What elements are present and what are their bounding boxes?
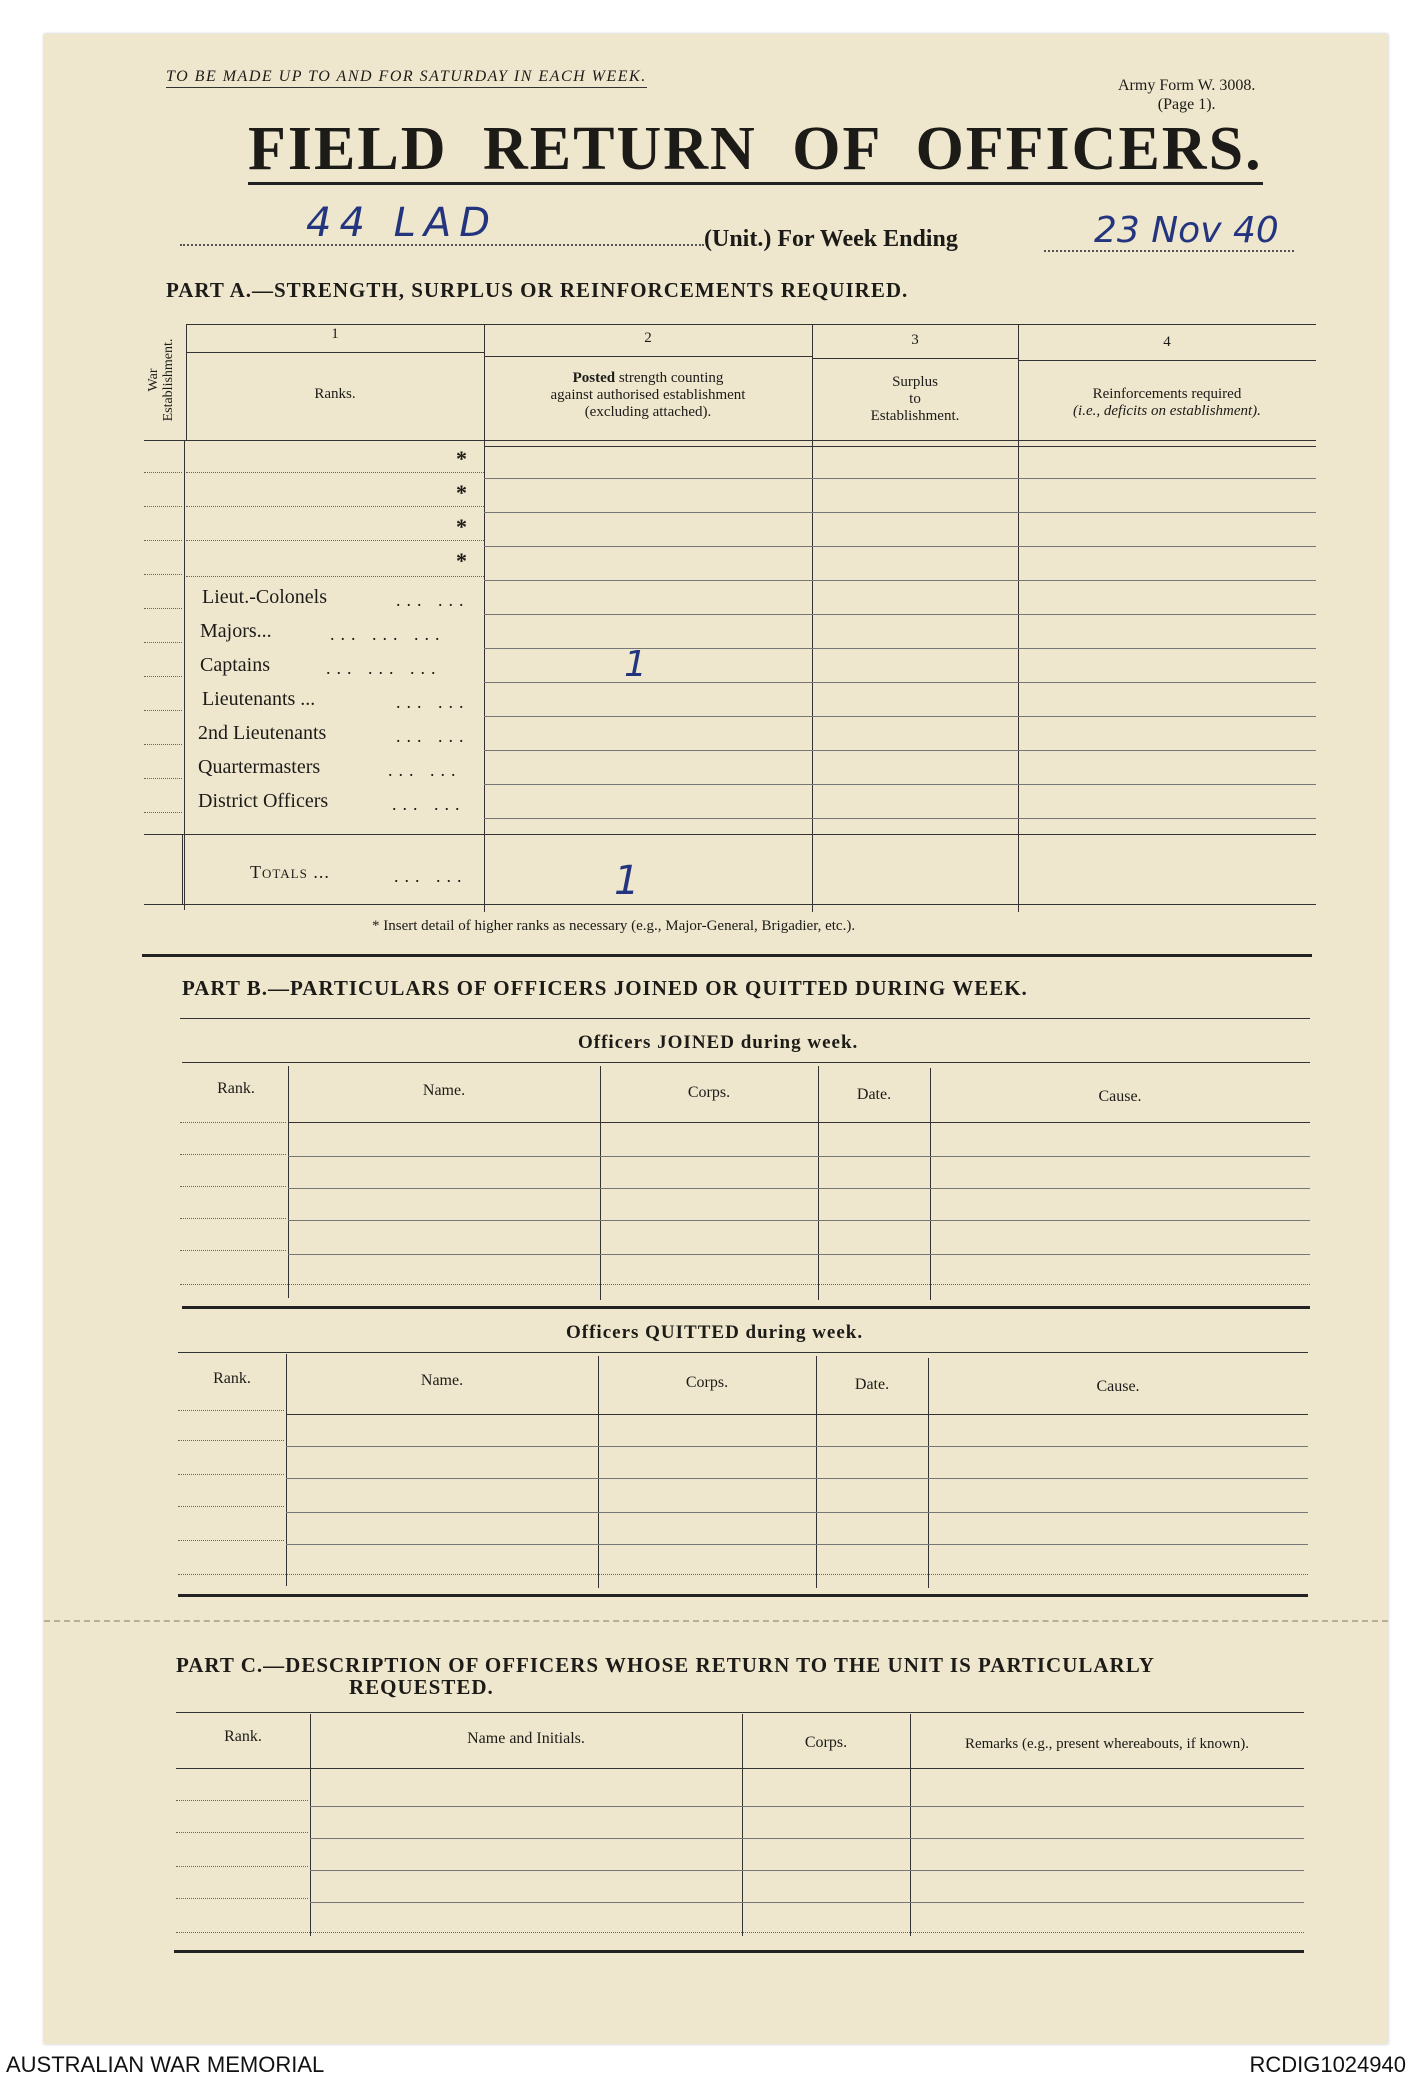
star-2: * [456, 480, 467, 505]
joined-col-cause: Cause. [1098, 1088, 1142, 1105]
rule [176, 1768, 1304, 1769]
rule [812, 358, 1018, 359]
col2-rest: strength counting [618, 370, 724, 386]
page-number-text: (Page 1). [1157, 96, 1216, 113]
quitted-col-corps: Corps. [685, 1374, 729, 1391]
rule [484, 478, 1316, 479]
rule [178, 1474, 284, 1475]
rule [178, 1574, 1308, 1575]
rule [144, 574, 182, 575]
rule [180, 1018, 1310, 1019]
rule [144, 472, 182, 473]
col-number-4: 4 [1163, 334, 1171, 350]
rank-lieut-colonels: Lieut.-Colonels [202, 586, 327, 608]
rule [176, 1932, 1304, 1933]
rank-lieutenants: Lieutenants ... [202, 688, 316, 710]
rule [180, 1284, 1310, 1285]
rule [144, 710, 182, 711]
part-a-footnote: * Insert detail of higher ranks as necessary (e.g., Major-General, Brigadier, etc.). [372, 918, 856, 934]
rule [1018, 360, 1316, 361]
rule [178, 1410, 284, 1411]
rule [178, 1594, 1308, 1597]
rule [484, 648, 1316, 649]
rule [484, 580, 1316, 581]
part-c-col-rank: Rank. [224, 1728, 262, 1745]
rule [484, 446, 1316, 447]
totals-label: Totals ... [250, 862, 330, 882]
col4-line1: Reinforcements required [1092, 386, 1242, 402]
totals-posted-value: 1 [614, 858, 640, 904]
rule [288, 1254, 1310, 1255]
leader-dots: ... ... [396, 726, 470, 746]
col-number-1: 1 [331, 326, 339, 342]
col2-bold: Posted [572, 370, 616, 386]
ranks-header: Ranks. [314, 386, 356, 402]
col-number-2: 2 [644, 330, 652, 346]
star-3: * [456, 514, 467, 539]
part-a-heading: PART A.—STRENGTH, SURPLUS OR REINFORCEMENTS REQUIRED. [166, 278, 909, 302]
captains-posted-value: 1 [624, 644, 647, 685]
rule [286, 1544, 1308, 1545]
rule [178, 1440, 284, 1441]
rule [178, 1540, 284, 1541]
leader-dots: ... ... ... [326, 658, 442, 678]
rule [182, 834, 183, 904]
rule [310, 1838, 1304, 1839]
part-a-end-rule [142, 954, 1312, 957]
rule [144, 744, 182, 745]
rule [186, 576, 484, 577]
rule [144, 778, 182, 779]
star-1: * [456, 446, 467, 471]
rule [310, 1902, 1304, 1903]
joined-col-corps: Corps. [687, 1084, 731, 1101]
part-c-col-corps: Corps. [804, 1734, 848, 1751]
rank-majors: Majors... [200, 620, 272, 642]
leader-dots: ... ... [396, 590, 470, 610]
rank-district-officers: District Officers [198, 790, 329, 812]
rule [288, 1188, 1310, 1189]
rule [310, 1806, 1304, 1807]
form-number [1118, 76, 1255, 114]
handwritten-unit: 44 LAD [306, 200, 499, 246]
part-c-col-remarks: Remarks (e.g., present whereabouts, if known). [964, 1736, 1250, 1752]
col3-line2: to [909, 391, 921, 407]
part-c-heading-line1: PART C.—DESCRIPTION OF OFFICERS WHOSE RETURN TO THE UNIT IS PARTICULARLY [176, 1653, 1155, 1677]
rule [484, 356, 812, 357]
joined-heading: Officers JOINED during week. [578, 1032, 859, 1053]
rule [144, 608, 182, 609]
rule [484, 682, 1316, 683]
col4-line2: (i.e., deficits on establishment). [1073, 403, 1261, 419]
rule [484, 512, 1316, 513]
rank-captains: Captains [200, 654, 270, 676]
rule [180, 1186, 286, 1187]
leader-dots: ... ... [394, 866, 468, 886]
rule [484, 614, 1316, 615]
rule [144, 812, 182, 813]
totals-bottom-rule [144, 904, 1316, 905]
rule [288, 1066, 289, 1298]
rule [484, 784, 1316, 785]
quitted-col-rank: Rank. [213, 1370, 251, 1387]
rule [178, 1352, 1308, 1353]
rule [288, 1156, 1310, 1157]
reinforcements-header [1018, 386, 1316, 420]
leader-dots: ... ... [388, 760, 462, 780]
col-number-3: 3 [911, 332, 919, 348]
rule [186, 352, 484, 353]
rule [174, 1950, 1304, 1953]
joined-col-rank: Rank. [217, 1080, 255, 1097]
rule [286, 1512, 1308, 1513]
joined-col-date: Date. [856, 1086, 892, 1103]
quitted-heading: Officers QUITTED during week. [566, 1322, 864, 1343]
leader-dots: ... ... [396, 692, 470, 712]
page-title: FIELD RETURN OF OFFICERS. [248, 115, 1263, 183]
rank-quartermasters: Quartermasters [198, 756, 321, 778]
rule [186, 472, 484, 473]
posted-strength-header [484, 370, 812, 421]
rule [176, 1832, 308, 1833]
rule [484, 546, 1316, 547]
rule [144, 642, 182, 643]
footer-left-credit: AUSTRALIAN WAR MEMORIAL [6, 2052, 325, 2077]
rule [286, 1478, 1308, 1479]
rule [180, 1250, 286, 1251]
totals-top-rule [144, 834, 1316, 835]
rule [176, 1898, 308, 1899]
form-number-text: Army Form W. 3008. [1118, 77, 1256, 94]
part-c-heading [176, 1654, 1155, 1698]
rule [484, 818, 1316, 819]
rule [176, 1866, 308, 1867]
leader-dots: ... ... ... [330, 624, 446, 644]
rule [484, 750, 1316, 751]
quitted-col-name: Name. [420, 1372, 464, 1389]
rule [182, 1062, 1310, 1063]
col2-line2: against authorised establishment [550, 387, 746, 403]
rule [176, 1712, 1304, 1713]
war-establishment-label: War Establishment. [146, 338, 176, 422]
fold-line [44, 1620, 1388, 1622]
quitted-col-cause: Cause. [1096, 1378, 1140, 1395]
surplus-header [812, 374, 1018, 425]
part-b-heading: PART B.—PARTICULARS OF OFFICERS JOINED OR QUITTED DURING WEEK. [182, 976, 1028, 1000]
rule [182, 1306, 1310, 1309]
footer-right-id: RCDIG1024940 [1249, 2052, 1406, 2077]
rule [144, 540, 182, 541]
rule [180, 1218, 286, 1219]
rule [144, 676, 182, 677]
part-c-col-name: Name and Initials. [467, 1730, 585, 1747]
header-bottom-rule [144, 440, 1316, 441]
rule [310, 1870, 1304, 1871]
quitted-col-date: Date. [854, 1376, 890, 1393]
instruction-text: TO BE MADE UP TO AND FOR SATURDAY IN EACH WEEK. [166, 68, 647, 88]
col3-line3: Establishment. [870, 408, 960, 424]
rule [144, 506, 182, 507]
rule [286, 1414, 1308, 1415]
part-c-heading-line2: REQUESTED. [349, 1675, 494, 1699]
handwritten-date: 23 Nov 40 [1094, 210, 1279, 251]
rule [186, 540, 484, 541]
col2-line3: (excluding attached). [584, 404, 712, 420]
leader-dots: ... ... [392, 794, 466, 814]
joined-col-name: Name. [422, 1082, 466, 1099]
rule [288, 1122, 1310, 1123]
col3-line1: Surplus [892, 374, 938, 390]
rule [186, 506, 484, 507]
part-a-top-rule [186, 324, 1316, 325]
rule [286, 1446, 1308, 1447]
unit-label: (Unit.) For Week Ending [704, 226, 958, 252]
rule [180, 1154, 286, 1155]
rule [288, 1220, 1310, 1221]
rule [484, 716, 1316, 717]
rule [180, 1122, 286, 1123]
ranks-left-rule [184, 440, 185, 910]
rule [176, 1800, 308, 1801]
rule [178, 1506, 284, 1507]
star-4: * [456, 548, 467, 573]
rank-2nd-lieutenants: 2nd Lieutenants [198, 722, 327, 744]
